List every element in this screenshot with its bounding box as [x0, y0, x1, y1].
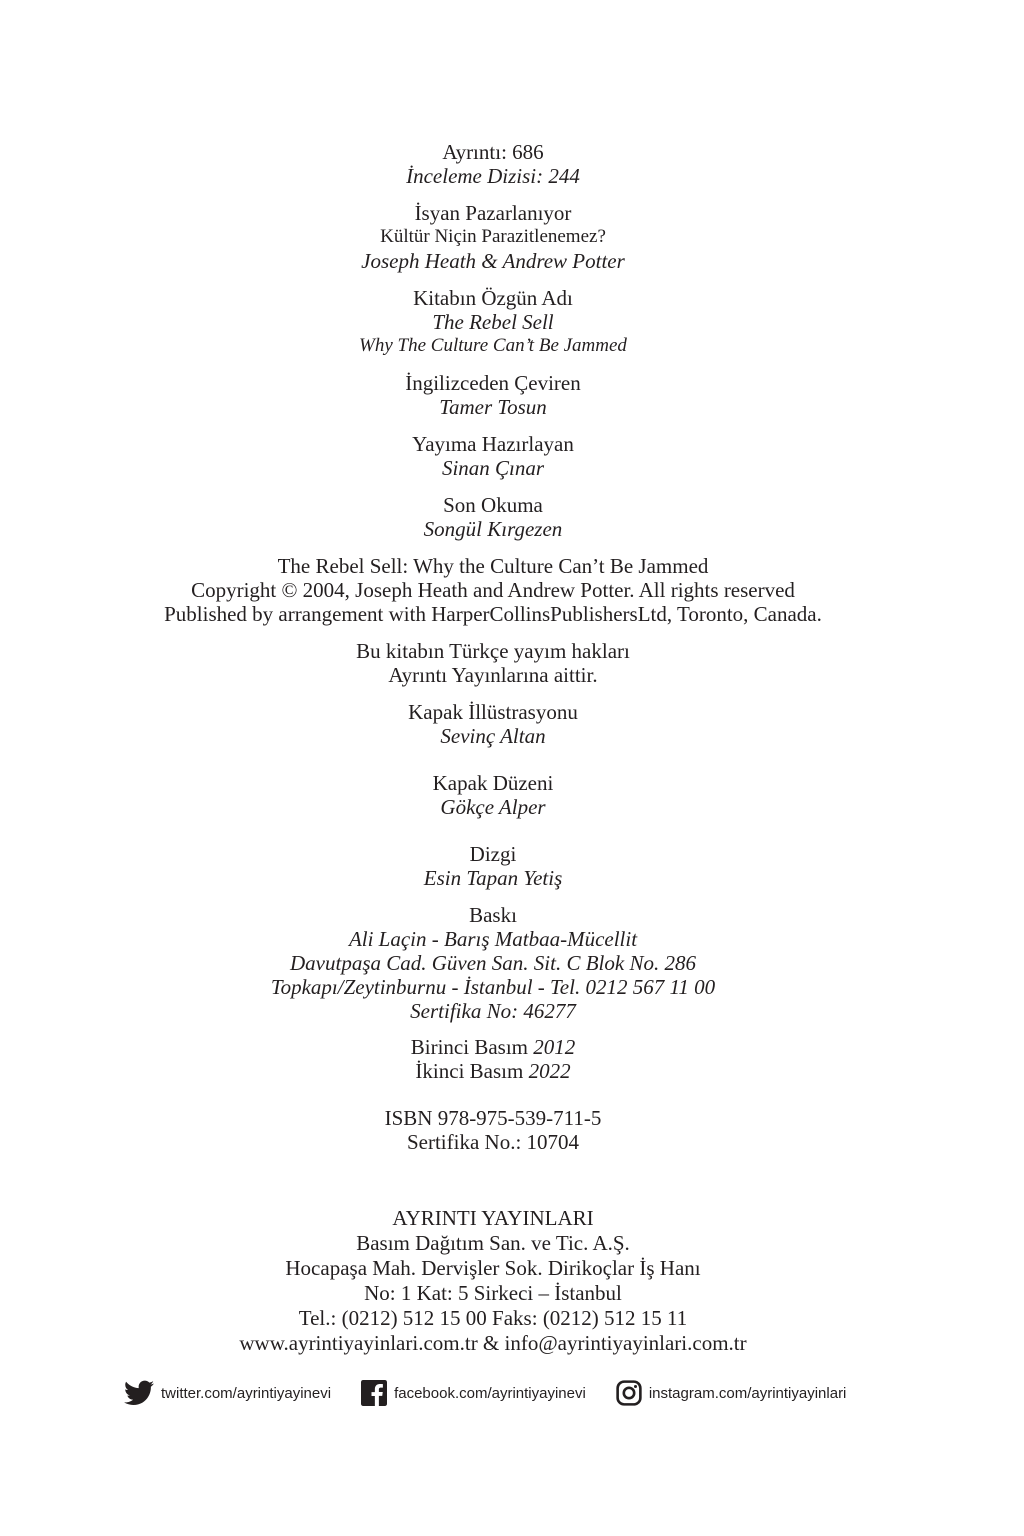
series-collection: İnceleme Dizisi: 244	[406, 164, 580, 188]
cover-illustration-block	[0, 700, 986, 748]
publisher-web: www.ayrintiyayinlari.com.tr & info@ayrintiyayinlari.com.tr	[239, 1331, 747, 1355]
book-authors: Joseph Heath & Andrew Potter	[361, 249, 625, 273]
copyright-block	[0, 554, 986, 626]
publisher-phone: Tel.: (0212) 512 15 00 Faks: (0212) 512 15 11	[298, 1306, 688, 1330]
facebook-icon	[361, 1380, 394, 1406]
original-subtitle: Why The Culture Can’t Be Jammed	[359, 335, 627, 356]
editor-name: Sinan Çınar	[441, 456, 545, 480]
rights-line-1: Bu kitabın Türkçe yayım hakları	[356, 639, 630, 663]
editions-block	[0, 1035, 986, 1083]
typesetting-label: Dizgi	[469, 842, 517, 866]
first-edition-year: 2012	[533, 1035, 576, 1059]
printing-address-1: Davutpaşa Cad. Güven San. Sit. C Blok No. 286	[290, 951, 696, 975]
isbn-certificate: Sertifika No.: 10704	[406, 1130, 580, 1154]
proofreading-block	[0, 493, 986, 541]
proofreading-label: Son Okuma	[443, 493, 543, 517]
series-number: Ayrıntı: 686	[442, 140, 544, 164]
publisher-address-2: No: 1 Kat: 5 Sirkeci – İstanbul	[364, 1281, 622, 1305]
book-subtitle: Kültür Niçin Parazitlenemez?	[380, 226, 606, 247]
publisher-company: Basım Dağıtım San. ve Tic. A.Ş.	[356, 1231, 630, 1255]
social-link-twitter[interactable]	[124, 1380, 331, 1406]
publisher-name: AYRINTI YAYINLARI	[392, 1206, 594, 1230]
instagram-icon	[616, 1380, 649, 1406]
copyright-line-1: The Rebel Sell: Why the Culture Can’t Be Jammed	[277, 554, 709, 578]
instagram-link-label: instagram.com/ayrintiyayinlari	[648, 1384, 847, 1402]
social-links	[124, 1376, 884, 1410]
cover-design-block	[0, 771, 986, 819]
book-title-block	[0, 201, 986, 273]
publisher-block	[0, 1206, 986, 1356]
social-link-instagram[interactable]	[616, 1380, 847, 1406]
typesetting-block	[0, 842, 986, 890]
book-title: İsyan Pazarlanıyor	[414, 201, 572, 225]
printing-certificate: Sertifika No: 46277	[410, 999, 576, 1023]
cover-illustration-name: Sevinç Altan	[440, 724, 546, 748]
translator-label: İngilizceden Çeviren	[405, 371, 581, 395]
cover-design-name: Gökçe Alper	[440, 795, 546, 819]
cover-design-label: Kapak Düzeni	[432, 771, 554, 795]
first-edition-label: Birinci Basım	[410, 1035, 528, 1059]
proofreading-name: Songül Kırgezen	[423, 517, 563, 541]
printing-label: Baskı	[469, 903, 517, 927]
cover-illustration-label: Kapak İllüstrasyonu	[408, 700, 578, 724]
editor-block	[0, 432, 986, 480]
printing-address-2: Topkapı/Zeytinburnu - İstanbul - Tel. 0212 567 11 00	[270, 975, 716, 999]
printing-block	[0, 903, 986, 1023]
copyright-line-2: Copyright © 2004, Joseph Heath and Andrew Potter. All rights reserved	[191, 578, 795, 602]
rights-line-2: Ayrıntı Yayınlarına aittir.	[388, 663, 598, 687]
translator-block	[0, 371, 986, 419]
facebook-link-label: facebook.com/ayrintiyayinevi	[394, 1384, 586, 1402]
isbn-number: ISBN 978-975-539-711-5	[384, 1106, 602, 1130]
original-title: The Rebel Sell	[432, 310, 554, 334]
translator-name: Tamer Tosun	[439, 395, 547, 419]
printing-printer: Ali Laçin - Barış Matbaa-Mücellit	[348, 927, 638, 951]
second-edition	[0, 1059, 986, 1083]
copyright-line-3: Published by arrangement with HarperCollinsPublishersLtd, Toronto, Canada.	[164, 602, 822, 626]
editor-label: Yayıma Hazırlayan	[412, 432, 574, 456]
typesetting-name: Esin Tapan Yetiş	[423, 866, 563, 890]
first-edition	[0, 1035, 986, 1059]
publisher-address-1: Hocapaşa Mah. Dervişler Sok. Dirikoçlar İş Hanı	[285, 1256, 701, 1280]
second-edition-year: 2022	[528, 1059, 571, 1083]
twitter-icon	[124, 1380, 161, 1406]
rights-block	[0, 639, 986, 687]
second-edition-label: İkinci Basım	[415, 1059, 524, 1083]
series-block	[0, 140, 986, 188]
original-title-block	[0, 286, 986, 358]
original-title-label: Kitabın Özgün Adı	[413, 286, 573, 310]
isbn-block	[0, 1106, 986, 1154]
twitter-link-label: twitter.com/ayrintiyayinevi	[161, 1384, 332, 1402]
social-link-facebook[interactable]	[361, 1380, 586, 1406]
